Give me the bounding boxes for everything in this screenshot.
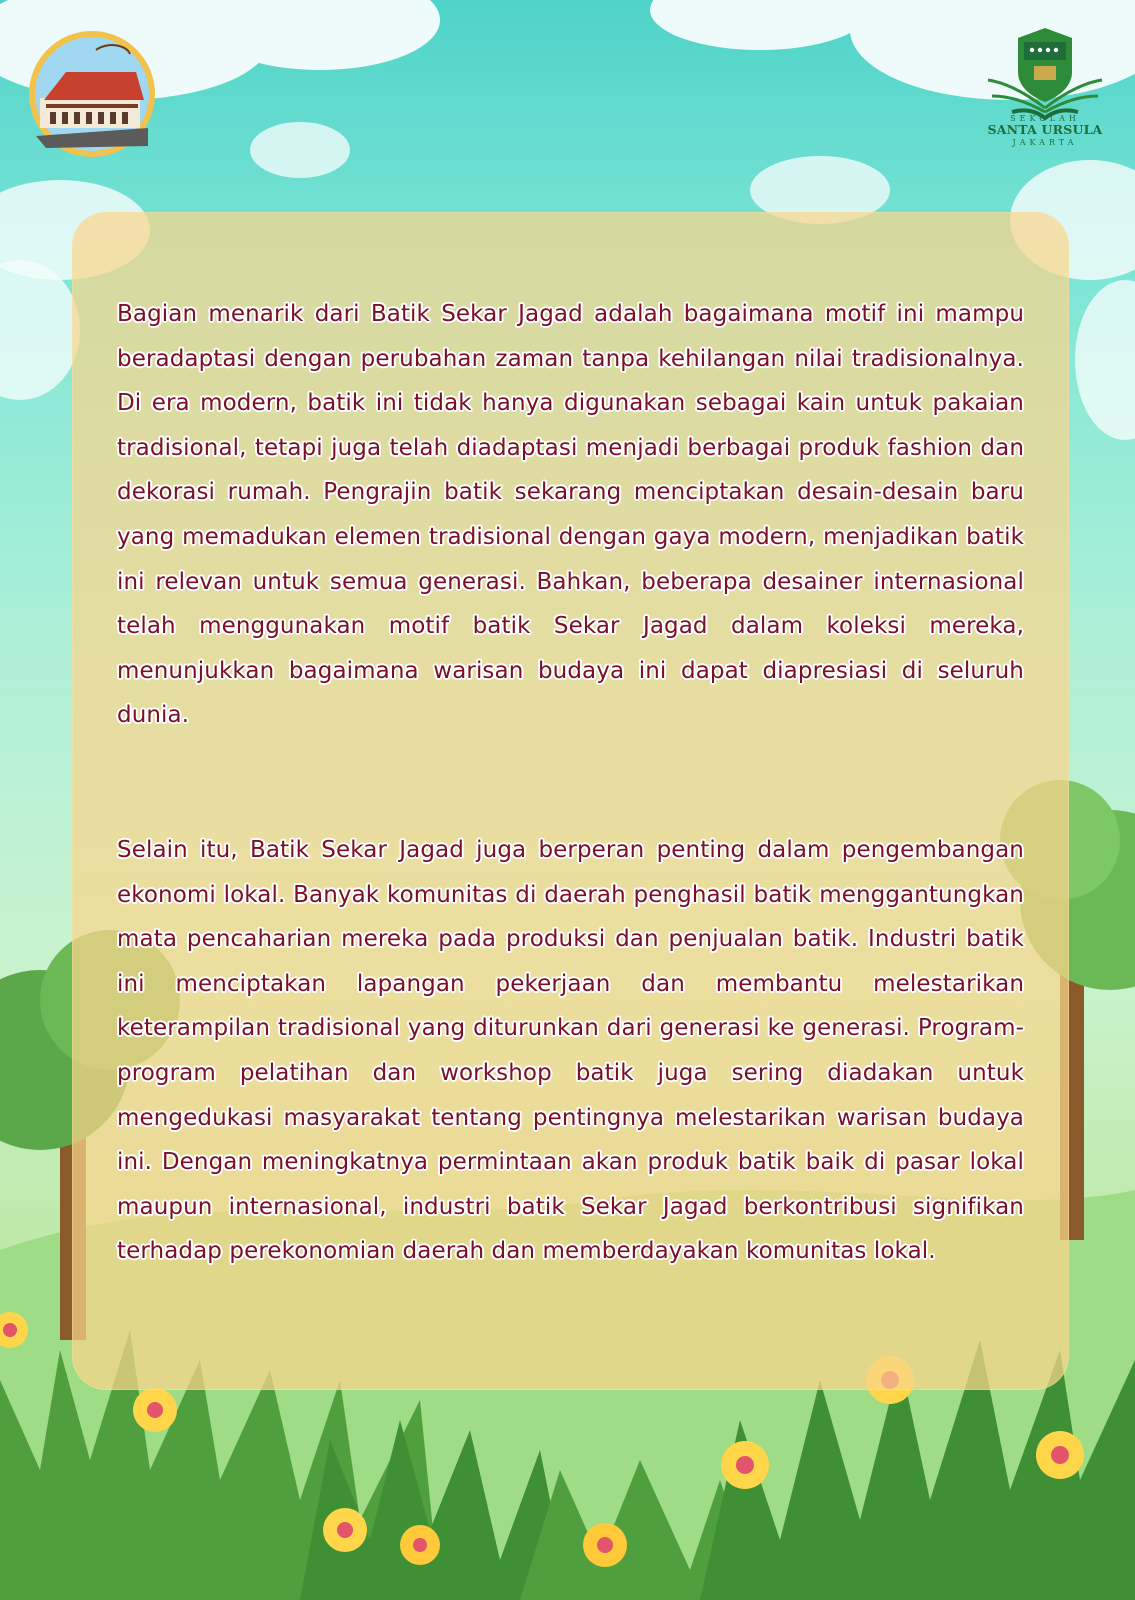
building-seal-icon [26, 28, 158, 160]
school-name-line1: SEKOLAH [1010, 114, 1080, 123]
school-name [970, 114, 1120, 147]
school-name-line3: JAKARTA [1012, 137, 1078, 147]
school-name-line2: SANTA URSULA [987, 122, 1103, 138]
paragraph-2: Selain itu, Batik Sekar Jagad juga berperan penting dalam pengembangan ekonomi lokal. Banyak komunitas di daerah penghasil batik menggantungkan mata pencaharian mereka pada produksi dan penjualan batik. Industri batik ini menciptakan lapangan pekerjaan dan membantu melestarikan keterampilan tradisional yang diturunkan dari generasi ke generasi. Program-program pelatihan dan workshop batik juga sering diadakan untuk mengedukasi masyarakat tentang pentingnya melestarikan warisan budaya ini. Dengan meningkatnya permintaan akan produk batik baik di pasar lokal maupun internasional, industri batik Sekar Jagad berkontribusi signifikan terhadap perekonomian daerah dan memberdayakan komunitas lokal. [117, 837, 1024, 1265]
paragraph-1: Bagian menarik dari Batik Sekar Jagad adalah bagaimana motif ini mampu beradaptasi dengan perubahan zaman tanpa kehilangan nilai tradisionalnya. Di era modern, batik ini tidak hanya digunakan sebagai kain untuk pakaian tradisional, tetapi juga telah diadaptasi menjadi berbagai produk fashion dan dekorasi rumah. Pengrajin batik sekarang menciptakan desain-desain baru yang memadukan elemen tradisional dengan gaya modern, menjadikan batik ini relevan untuk semua generasi. Bahkan, beberapa desainer internasional telah menggunakan motif batik Sekar Jagad dalam koleksi mereka, menunjukkan bagaimana warisan budaya ini dapat diapresiasi di seluruh dunia. [117, 301, 1024, 729]
